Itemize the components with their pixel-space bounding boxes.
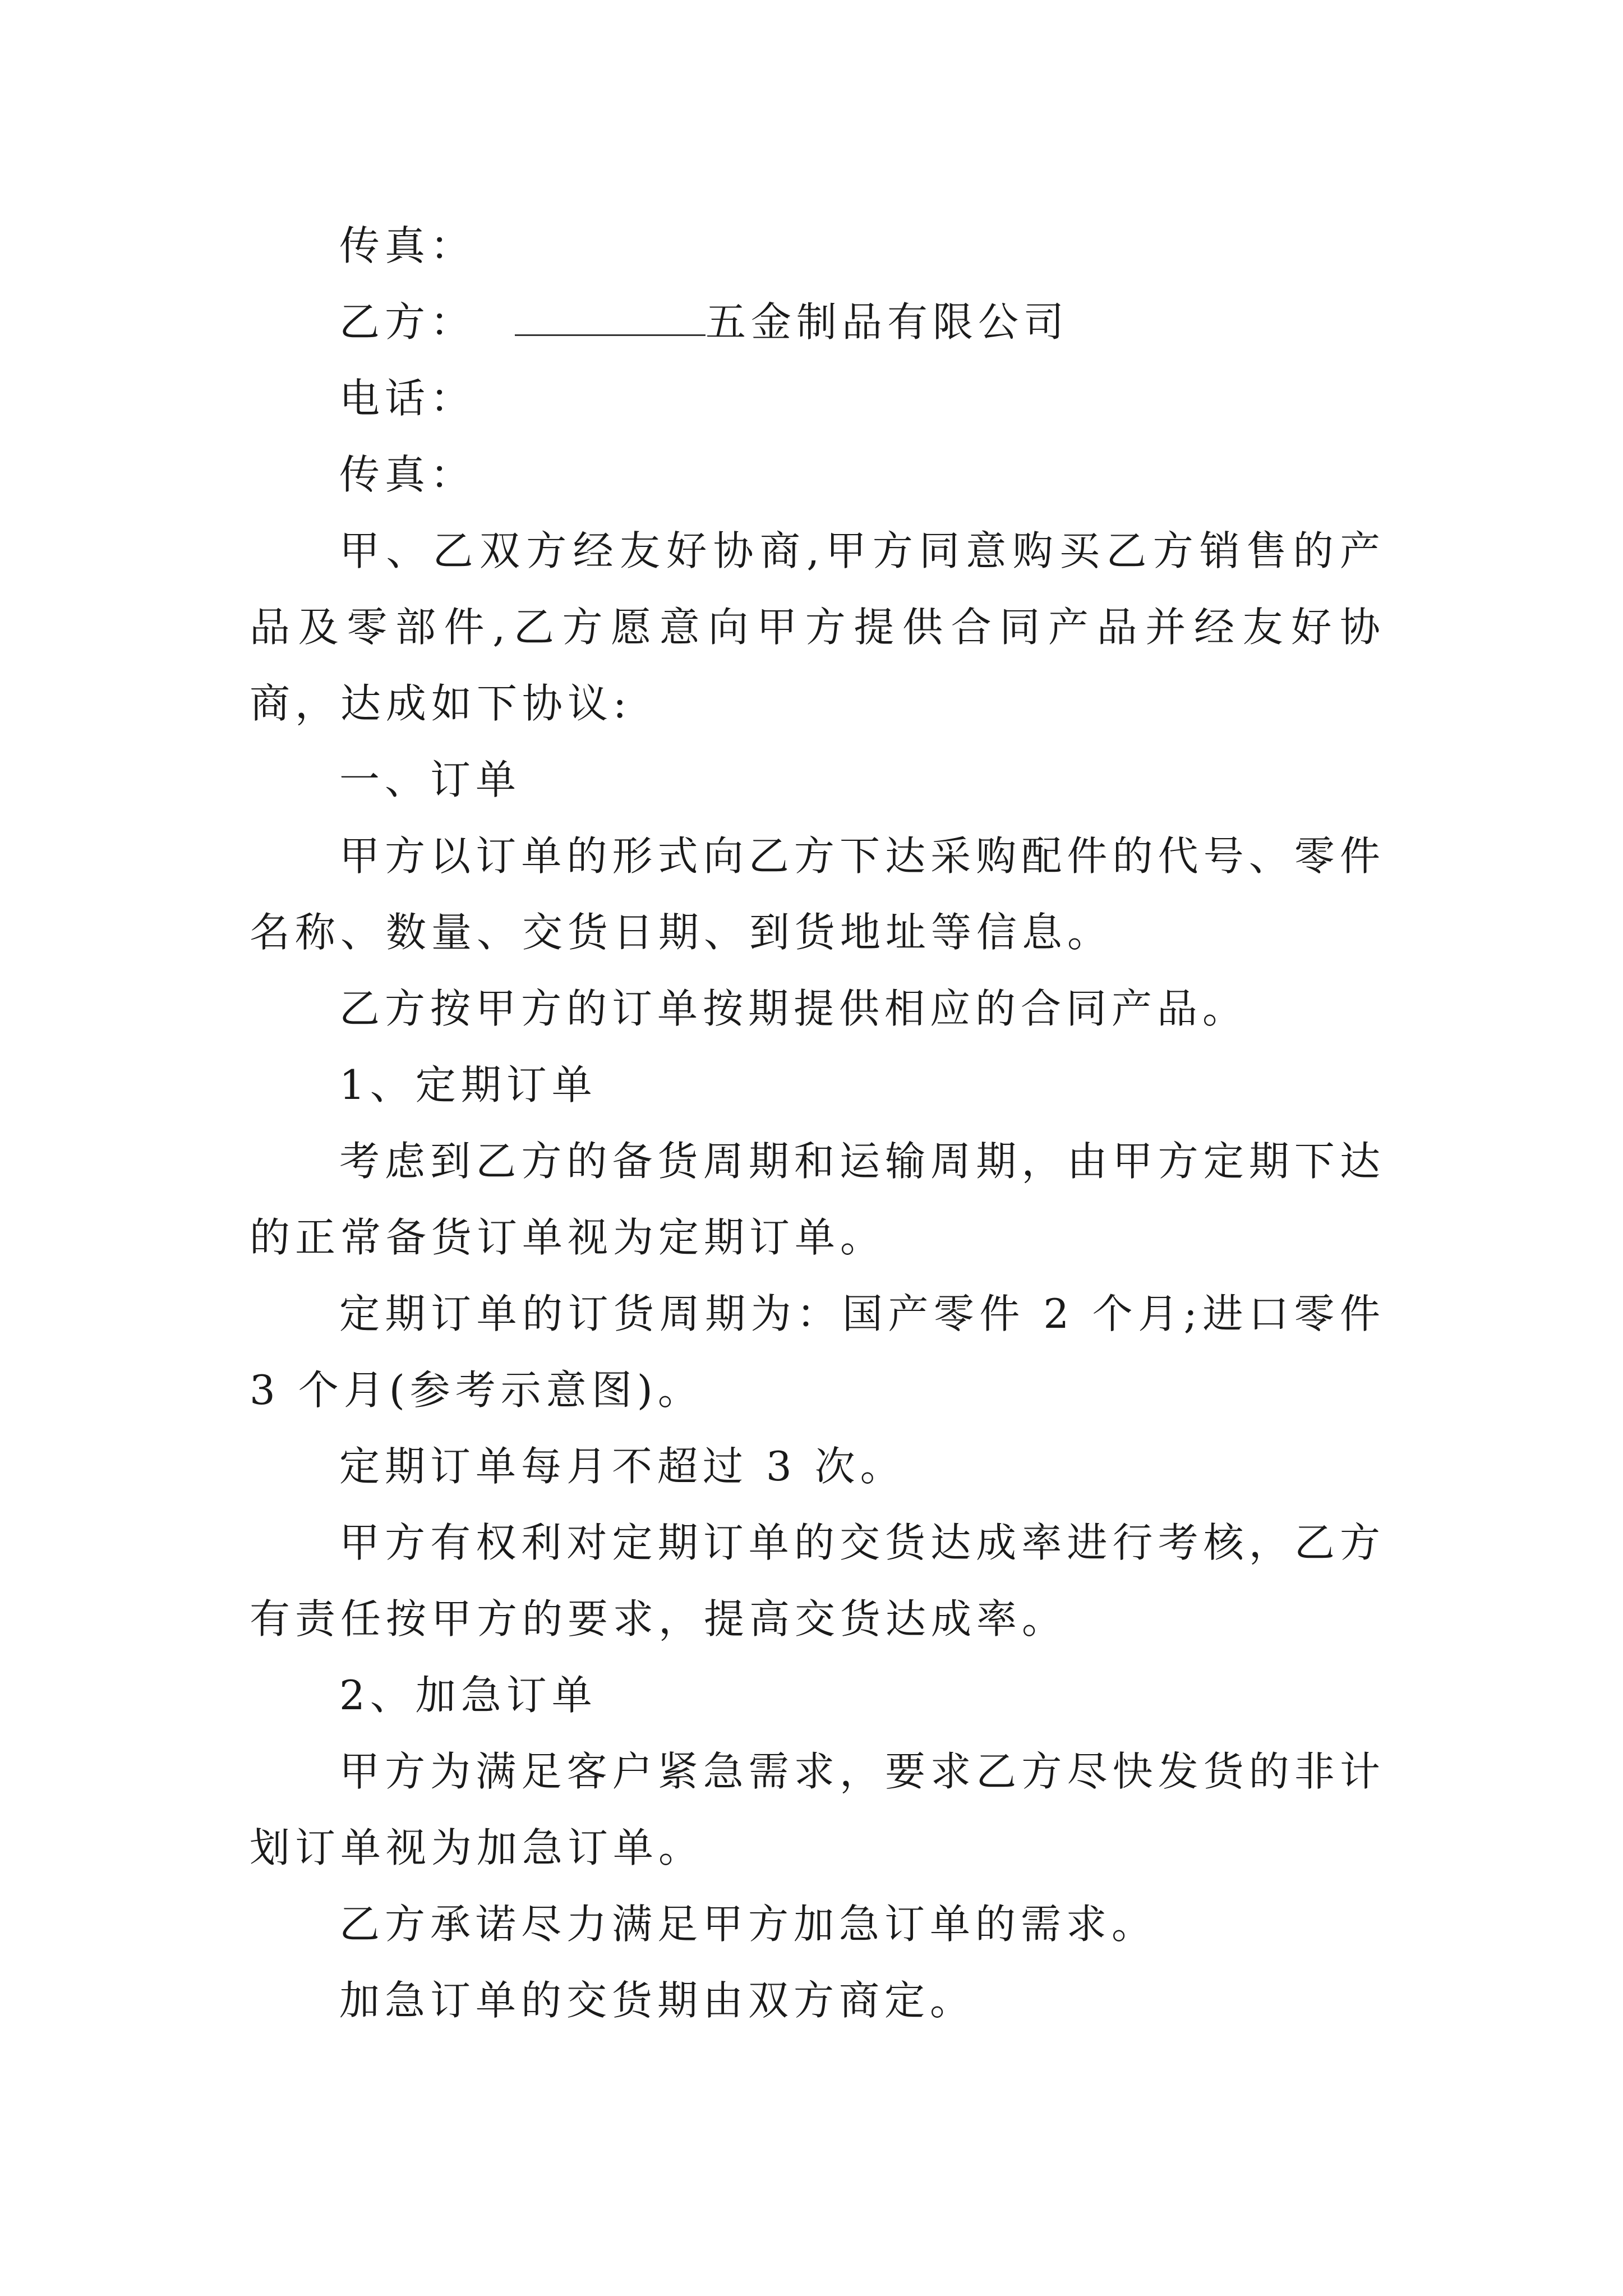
paragraph-urgent-commitment: 乙方承诺尽力满足甲方加急订单的需求。: [339, 1901, 1158, 1948]
paragraph-order-info: 甲方以订单的形式向乙方下达采购配件的代号、零件名称、数量、交货日期、到货地址等信息。: [250, 832, 1385, 956]
phone-line: 电话：: [339, 375, 476, 422]
document-body: [250, 208, 1385, 2039]
paragraph-supply: 乙方按甲方的订单按期提供相应的合同产品。: [339, 985, 1248, 1032]
paragraph-urgent-delivery: 加急订单的交货期由双方商定。: [339, 1977, 976, 2024]
party-b-label: 乙方：: [339, 298, 476, 346]
party-b-line: [250, 284, 1385, 360]
party-b-company: 五金制品有限公司: [706, 298, 1069, 346]
fax-line-2: 传真：: [339, 451, 476, 498]
paragraph-assessment: 甲方有权利对定期订单的交货达成率进行考核，乙方有责任按甲方的要求，提高交货达成率。: [250, 1519, 1385, 1642]
heading-orders: 一、订单: [339, 756, 522, 803]
paragraph-agreement-intro: 甲、乙双方经友好协商,甲方同意购买乙方销售的产品及零部件,乙方愿意向甲方提供合同产品并经友好协商，达成如下协议:: [250, 527, 1385, 727]
company-name-blank: [515, 294, 706, 336]
paragraph-urgent-definition: 甲方为满足客户紧急需求，要求乙方尽快发货的非计划订单视为加急订单。: [250, 1748, 1385, 1871]
heading-regular-orders: 1、定期订单: [339, 1061, 597, 1108]
paragraph-monthly-limit: 定期订单每月不超过 3 次。: [339, 1443, 906, 1490]
paragraph-regular-definition: 考虑到乙方的备货周期和运输周期，由甲方定期下达的正常备货订单视为定期订单。: [250, 1138, 1385, 1261]
fax-line-1: 传真：: [339, 222, 476, 269]
heading-urgent-orders: 2、加急订单: [339, 1672, 597, 1719]
paragraph-order-cycle: 定期订单的订货周期为：国产零件 2 个月;进口零件 3 个月(参考示意图)。: [250, 1290, 1385, 1414]
